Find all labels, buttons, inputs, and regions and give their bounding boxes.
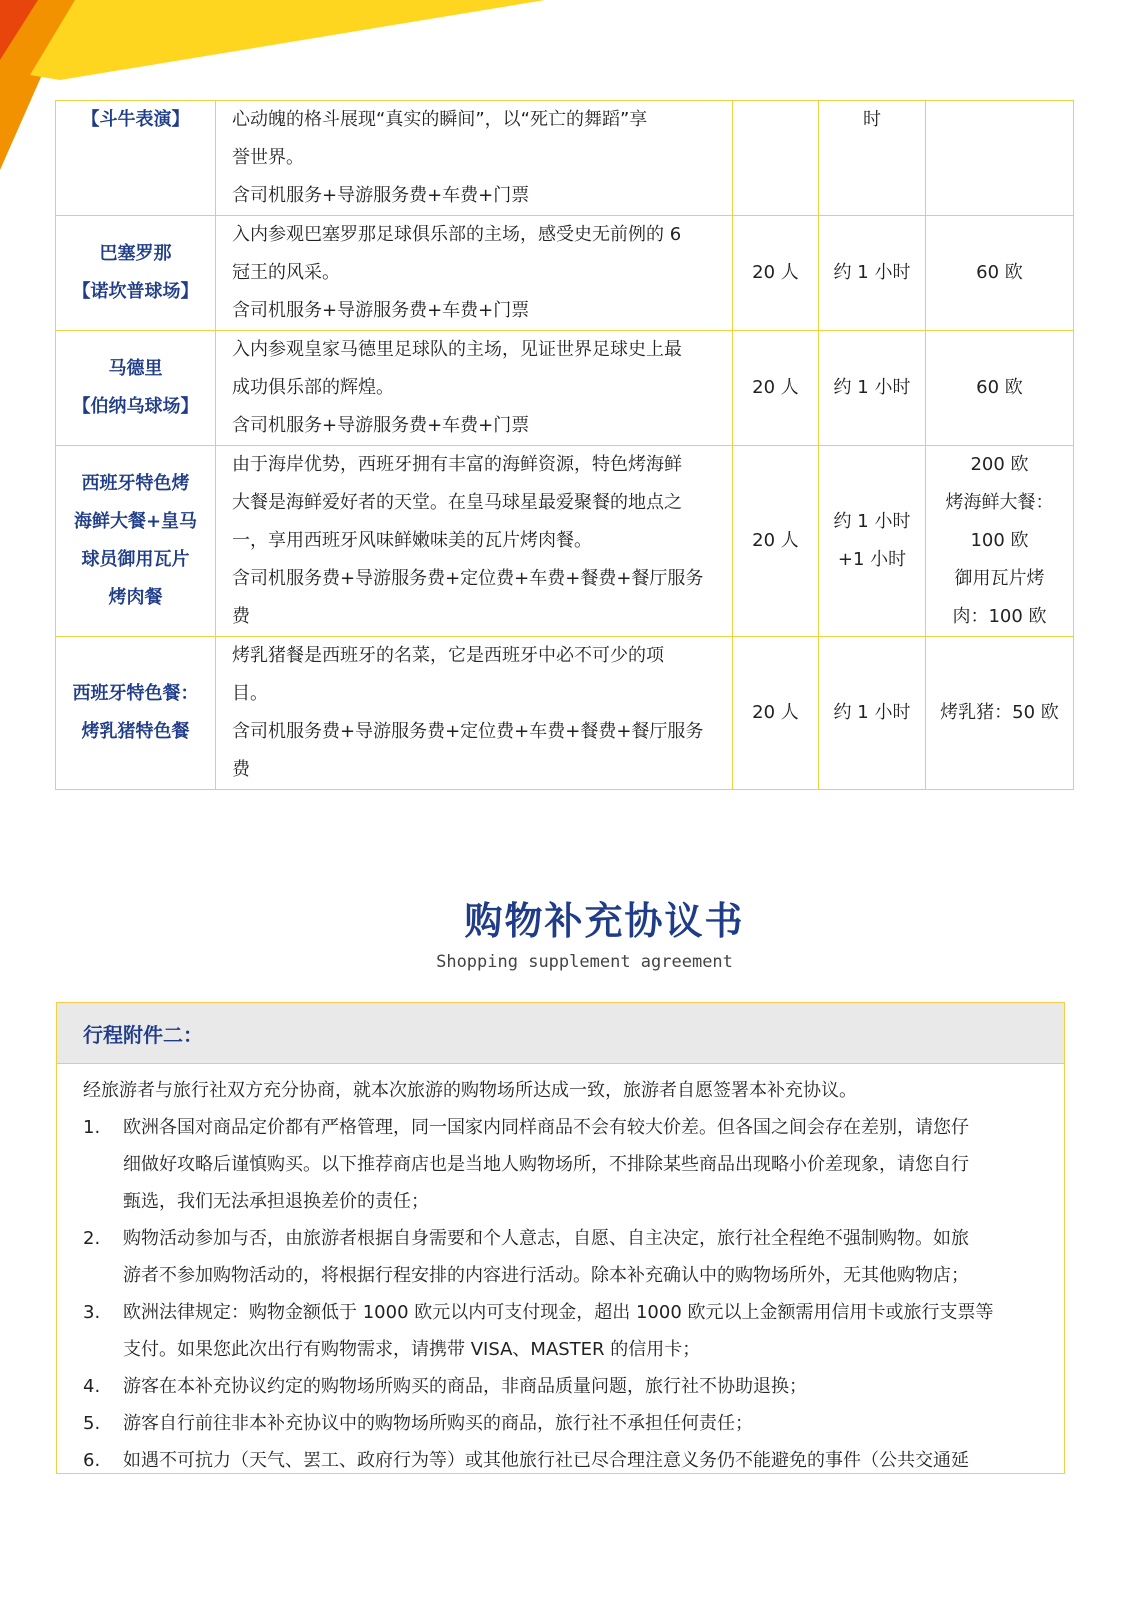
item-description-line: 大餐是海鲜爱好者的天堂。在皇马球星最爱聚餐的地点之 [232,492,682,513]
people-cell [733,446,819,637]
price-line: 御用瓦片烤 [954,568,1045,589]
item-name-line: 西班牙特色餐： [72,683,199,704]
item-text-line: 甄选，我们无法承担退换差价的责任； [123,1191,429,1212]
duration-cell [819,446,926,637]
people-value: 20 人 [752,530,799,551]
agreement-item [83,1220,1040,1294]
item-text-line: 细做好攻略后谨慎购买。以下推荐商店也是当地人购物场所，不排除某些商品出现略小价差现象，请您自行 [123,1154,969,1175]
item-text-line: 欧洲法律规定：购物金额低于 1000 欧元以内可支付现金，超出 1000 欧元以上金额需用信用卡或旅行支票等 [123,1302,994,1323]
table-row [56,331,1074,446]
price-line: 烤乳猪：50 欧 [940,702,1059,723]
duration-cell [819,216,926,331]
table-row [56,637,1074,790]
item-text-line: 欧洲各国对商品定价都有严格管理，同一国家内同样商品不会有较大价差。但各国之间会存在差别，请您仔 [123,1117,969,1138]
item-name-line: 【诺坎普球场】 [72,281,199,302]
activity-table [55,100,1074,790]
item-number: 3. [83,1302,101,1323]
duration-line: 约 1 小时 [833,702,911,723]
item-description-line: 含司机服务费+导游服务费+定位费+车费+餐费+餐厅服务 [232,568,704,589]
price-cell [926,446,1074,637]
item-number: 5. [83,1413,101,1434]
agreement-item [83,1109,1040,1220]
item-text-line: 游客在本补充协议约定的购物场所购买的商品，非商品质量问题，旅行社不协助退换； [123,1376,807,1397]
item-text [123,1368,1040,1405]
item-number: 6. [83,1450,101,1471]
item-description-line: 含司机服务+导游服务费+车费+门票 [232,415,530,436]
section-title: 行程附件二： [83,1022,203,1047]
item-description-line: 入内参观皇家马德里足球队的主场，见证世界足球史上最 [232,339,682,360]
duration-cell [819,101,926,216]
item-description-line: 费 [232,759,250,780]
item-text [123,1442,1040,1474]
section-header [57,1003,1064,1064]
item-name-cell [56,331,216,446]
item-description-line: 心动魄的格斗展现“真实的瞬间”，以“死亡的舞蹈”享 [232,109,648,130]
item-name-cell [56,637,216,790]
price-line: 60 欧 [976,262,1023,283]
item-description-line: 誉世界。 [232,147,304,168]
duration-line: +1 小时 [837,549,907,570]
item-text [123,1109,1040,1220]
table-row [56,446,1074,637]
duration-line: 时 [863,109,881,130]
duration-cell [819,331,926,446]
people-cell [733,216,819,331]
item-name-line: 巴塞罗那 [99,243,172,264]
people-value: 20 人 [752,262,799,283]
people-value: 20 人 [752,702,799,723]
agreement-item [83,1405,1040,1442]
duration-line: 约 1 小时 [833,262,911,283]
price-line: 200 欧 [970,454,1029,475]
price-cell [926,216,1074,331]
agreement-list [83,1109,1040,1474]
item-description-line: 成功俱乐部的辉煌。 [232,377,394,398]
agreement-item [83,1368,1040,1405]
item-name-line: 【斗牛表演】 [81,109,190,130]
item-text-line: 游客自行前往非本补充协议中的购物场所购买的商品，旅行社不承担任何责任； [123,1413,753,1434]
price-line: 100 欧 [970,530,1029,551]
item-description-cell [216,331,733,446]
item-text-line: 支付。如果您此次出行有购物需求，请携带 VISA、MASTER 的信用卡； [123,1339,701,1360]
item-name-line: 【伯纳乌球场】 [72,396,199,417]
price-cell [926,331,1074,446]
price-cell [926,637,1074,790]
people-cell [733,331,819,446]
item-name-line: 球员御用瓦片 [81,549,190,570]
item-name-cell [56,101,216,216]
item-number: 2. [83,1228,101,1249]
item-description-line: 烤乳猪餐是西班牙的名菜，它是西班牙中必不可少的项 [232,645,664,666]
item-name-cell [56,216,216,331]
people-cell [733,101,819,216]
item-name-line: 马德里 [108,358,163,379]
agreement-box [56,1002,1065,1474]
item-description-line: 目。 [232,683,268,704]
item-text [123,1405,1040,1442]
item-name-line: 西班牙特色烤 [81,473,190,494]
people-cell [733,637,819,790]
people-value: 20 人 [752,377,799,398]
item-number: 4. [83,1376,101,1397]
item-text-line: 购物活动参加与否，由旅游者根据自身需要和个人意志，自愿、自主决定，旅行社全程绝不强制购物。如旅 [123,1228,969,1249]
price-line: 60 欧 [976,377,1023,398]
item-description-line: 入内参观巴塞罗那足球俱乐部的主场，感受史无前例的 6 [232,224,682,245]
page-title: 购物补充协议书 [464,899,745,943]
item-description-line: 一，享用西班牙风味鲜嫩味美的瓦片烤肉餐。 [232,530,592,551]
item-description-line: 由于海岸优势，西班牙拥有丰富的海鲜资源，特色烤海鲜 [232,454,682,475]
item-text-line: 游者不参加购物活动的，将根据行程安排的内容进行活动。除本补充确认中的购物场所外，无其他购物店； [123,1265,969,1286]
agreement-item [83,1442,1040,1474]
item-name-line: 烤乳猪特色餐 [81,721,190,742]
duration-line: 约 1 小时 [833,377,911,398]
price-line: 烤海鲜大餐： [945,492,1054,513]
item-name-line: 烤肉餐 [108,587,163,608]
duration-line: 约 1 小时 [833,511,911,532]
item-description-line: 含司机服务费+导游服务费+定位费+车费+餐费+餐厅服务 [232,721,704,742]
table-row [56,216,1074,331]
item-text-line: 如遇不可抗力（天气、罢工、政府行为等）或其他旅行社已尽合理注意义务仍不能避免的事件（公共交通延 [123,1450,969,1471]
item-description-line: 含司机服务+导游服务费+车费+门票 [232,300,530,321]
item-description-line: 费 [232,606,250,627]
agreement-intro: 经旅游者与旅行社双方充分协商，就本次旅游的购物场所达成一致，旅游者自愿签署本补充协议。 [83,1080,857,1101]
item-description-line: 含司机服务+导游服务费+车费+门票 [232,185,530,206]
page-subtitle: Shopping supplement agreement [436,952,733,972]
table-row [56,101,1074,216]
item-text [123,1220,1040,1294]
item-description-cell [216,446,733,637]
item-name-cell [56,446,216,637]
agreement-item [83,1294,1040,1368]
item-name-line: 海鲜大餐+皇马 [73,511,198,532]
item-text [123,1294,1040,1368]
item-description-cell [216,637,733,790]
item-description-line: 冠王的风采。 [232,262,340,283]
duration-cell [819,637,926,790]
item-description-cell [216,216,733,331]
item-description-cell [216,101,733,216]
item-number: 1. [83,1117,101,1138]
price-cell [926,101,1074,216]
agreement-body [57,1064,1064,1474]
price-line: 肉：100 欧 [952,606,1047,627]
